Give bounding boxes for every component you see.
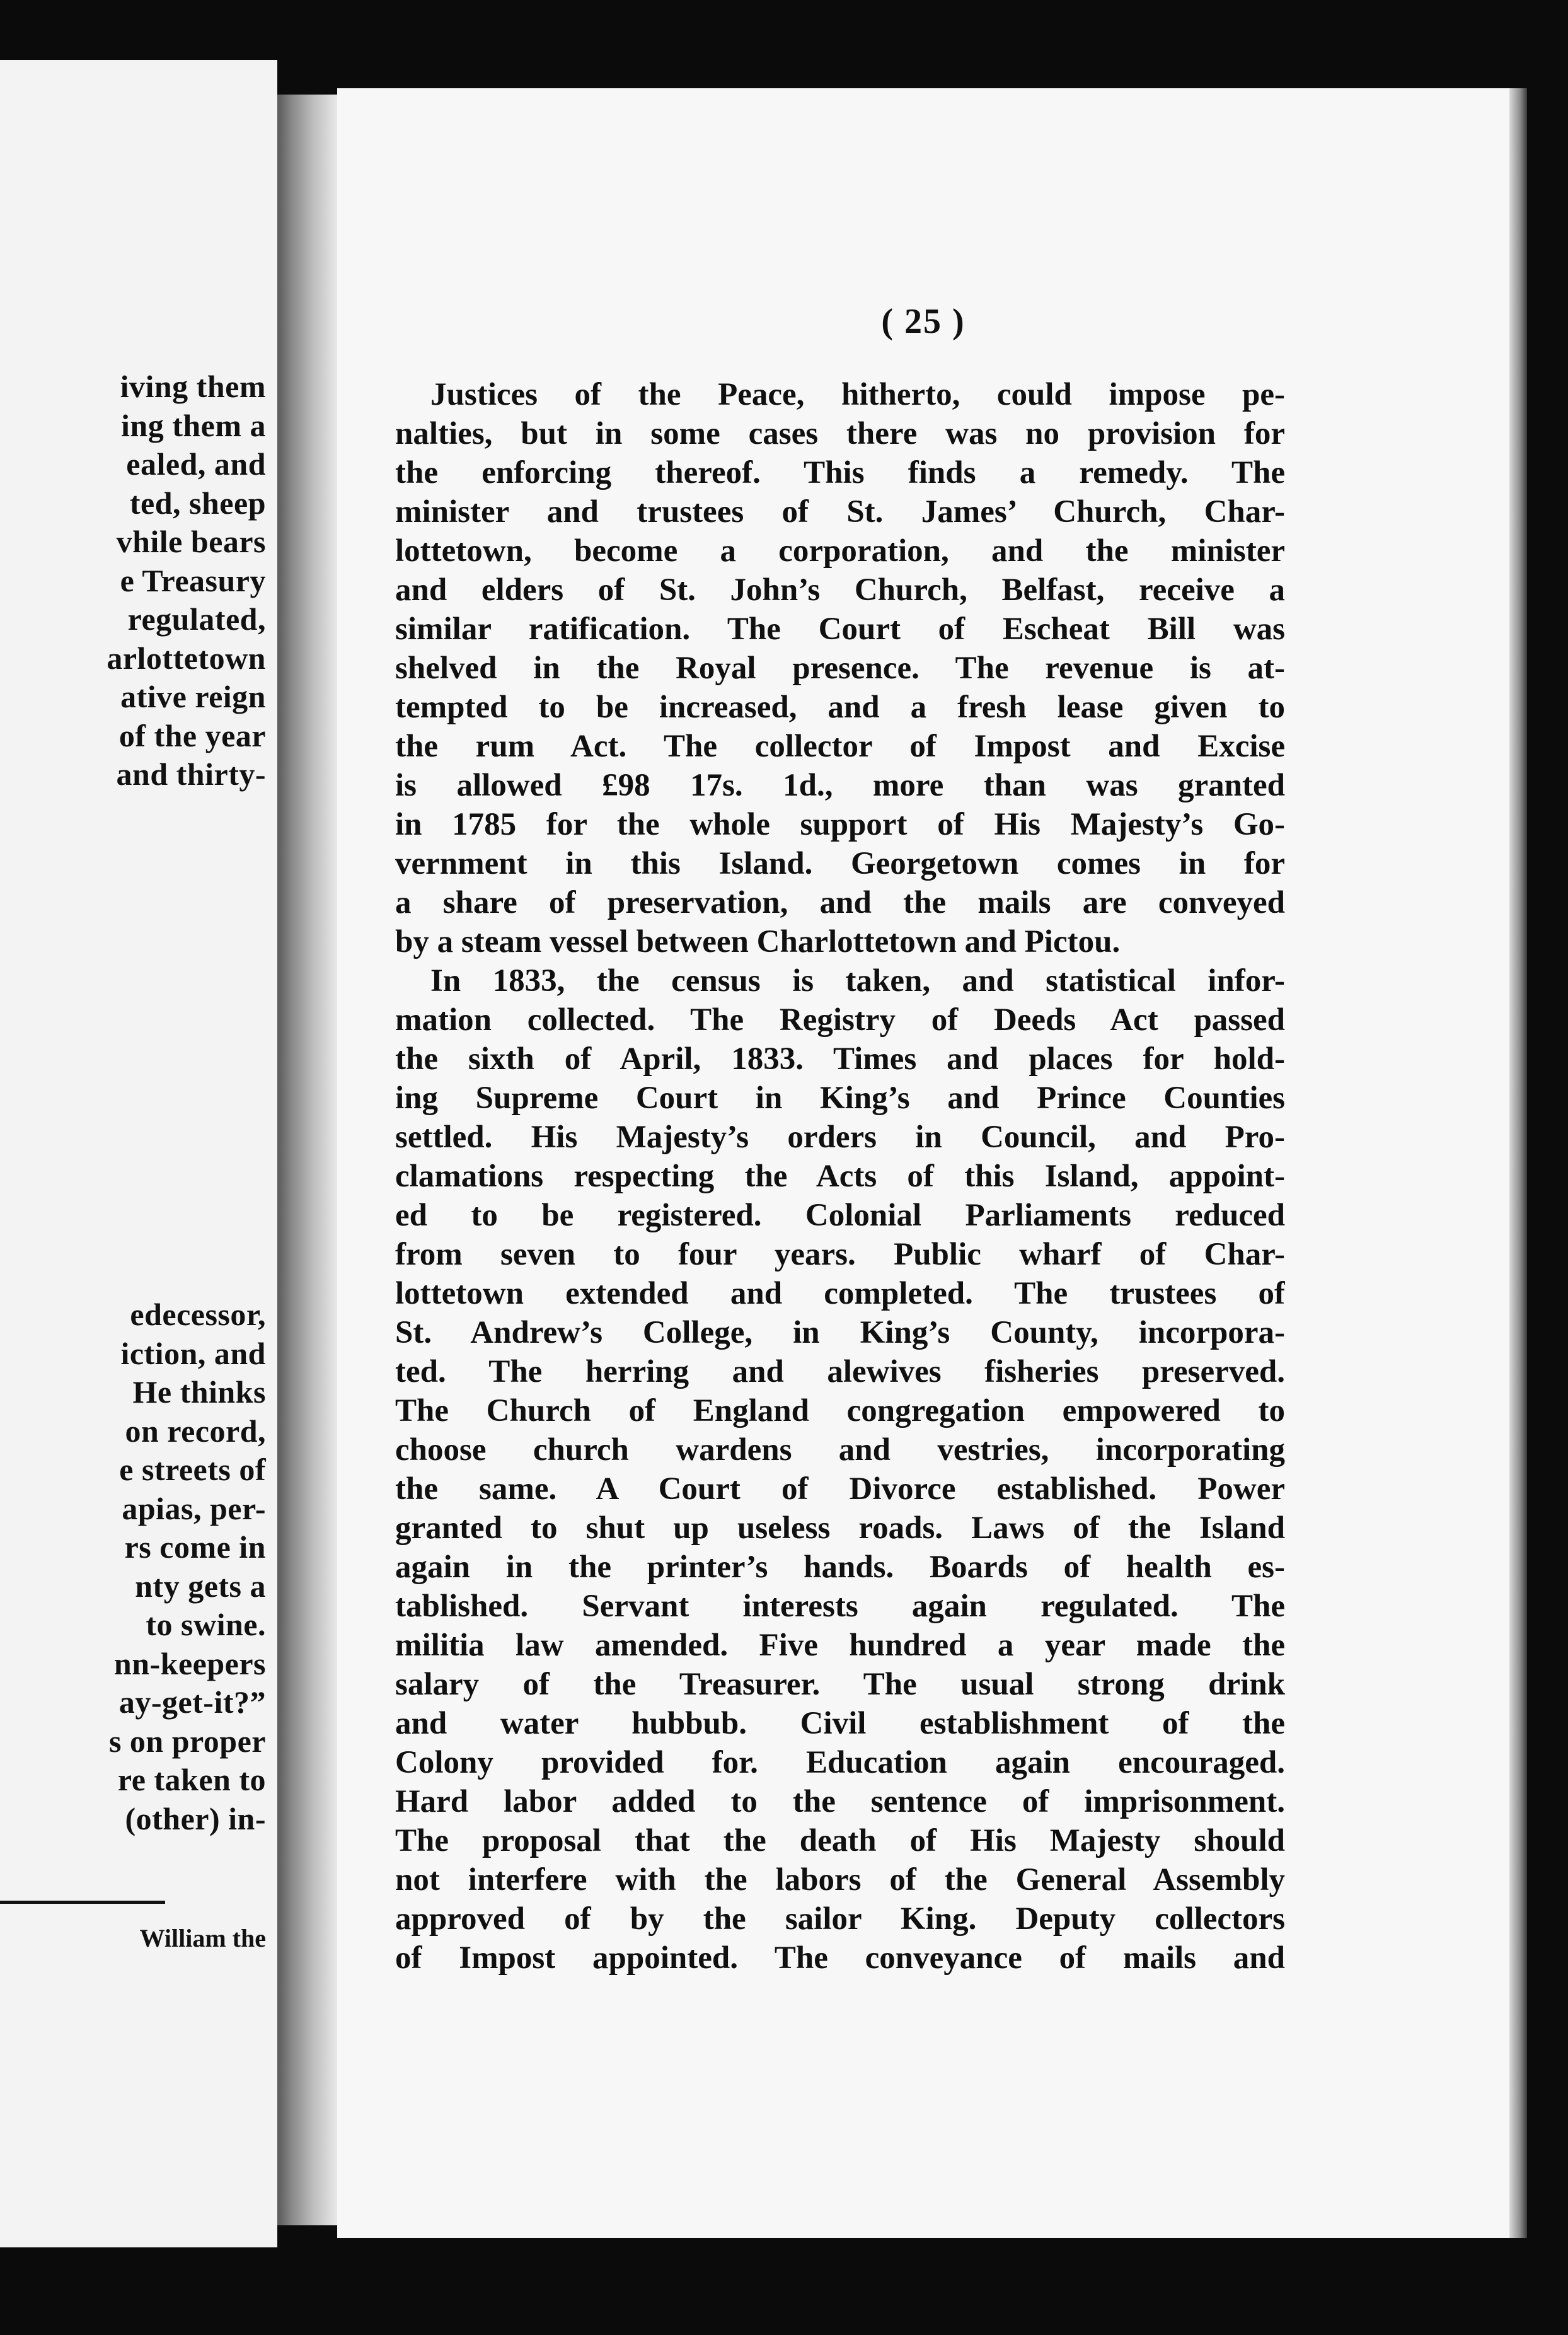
text-line: settled. His Majesty’s orders in Council, and Pro-	[395, 1120, 1285, 1155]
left-page-line: rs come in	[124, 1529, 266, 1565]
text-line: granted to shut up useless roads. Laws of the Island	[395, 1510, 1285, 1546]
text-line: not interfere with the labors of the General Assembly	[395, 1862, 1285, 1898]
footnote-rule	[0, 1901, 165, 1904]
left-page-line: and thirty-	[116, 756, 266, 792]
left-page-line: vhile bears	[116, 524, 266, 559]
text-line: the same. A Court of Divorce established. Power	[395, 1471, 1285, 1507]
book-gutter	[277, 95, 337, 2225]
text-line: the sixth of April, 1833. Times and places for hold-	[395, 1041, 1285, 1077]
text-line: ing Supreme Court in King’s and Prince Counties	[395, 1081, 1285, 1116]
left-page-line: e streets of	[119, 1452, 266, 1487]
text-line: choose church wardens and vestries, incorporating	[395, 1432, 1285, 1468]
text-line: a share of preservation, and the mails are conveyed	[395, 885, 1285, 920]
text-line: lottetown extended and completed. The trustees of	[395, 1276, 1285, 1311]
page-number: ( 25 )	[881, 302, 966, 341]
text-line: approved of by the sailor King. Deputy collectors	[395, 1901, 1285, 1937]
text-line: is allowed £98 17s. 1d., more than was granted	[395, 768, 1285, 803]
text-line: mation collected. The Registry of Deeds Act passed	[395, 1002, 1285, 1038]
text-line: in 1785 for the whole support of His Majesty’s Go-	[395, 807, 1285, 842]
text-line: lottetown, become a corporation, and the minister	[395, 533, 1285, 569]
text-line: nalties, but in some cases there was no provision for	[395, 416, 1285, 451]
text-line: the rum Act. The collector of Impost and Excise	[395, 729, 1285, 764]
left-page-line: nty gets a	[135, 1568, 266, 1604]
left-page-line: to swine.	[146, 1607, 266, 1642]
text-line: from seven to four years. Public wharf of Char-	[395, 1237, 1285, 1272]
left-page-line: ative reign	[120, 679, 266, 714]
text-line: salary of the Treasurer. The usual strong drink	[395, 1667, 1285, 1702]
text-line: and water hubbub. Civil establishment of the	[395, 1706, 1285, 1741]
text-line: shelved in the Royal presence. The revenue is at-	[395, 651, 1285, 686]
left-page	[0, 60, 277, 2247]
left-page-line: iving them	[120, 369, 266, 404]
left-page-line: e Treasury	[120, 562, 266, 598]
text-line: Justices of the Peace, hitherto, could impose pe-	[430, 377, 1285, 412]
left-page-line: He thinks	[132, 1374, 266, 1410]
left-page-line: ay-get-it?”	[118, 1684, 266, 1720]
text-line: Hard labor added to the sentence of imprisonment.	[395, 1784, 1285, 1819]
left-page-line: regulated,	[127, 601, 266, 637]
left-page-line: ealed, and	[126, 446, 266, 482]
text-line: militia law amended. Five hundred a year made the	[395, 1628, 1285, 1663]
text-line: Colony provided for. Education again encouraged.	[395, 1745, 1285, 1780]
text-line: ted. The herring and alewives fisheries preserved.	[395, 1354, 1285, 1389]
left-page-line: ing them a	[121, 407, 266, 443]
text-line: minister and trustees of St. James’ Church, Char-	[395, 494, 1285, 530]
text-line: tablished. Servant interests again regulated. The	[395, 1589, 1285, 1624]
text-line: the enforcing thereof. This finds a remedy. The	[395, 455, 1285, 490]
left-page-line: nn-keepers	[113, 1645, 266, 1681]
left-page-line: re taken to	[117, 1762, 266, 1797]
text-line: similar ratification. The Court of Escheat Bill was	[395, 611, 1285, 647]
text-line: clamations respecting the Acts of this Island, appoint-	[395, 1159, 1285, 1194]
left-page-line: of the year	[118, 717, 266, 753]
page-edge	[1509, 88, 1527, 2238]
left-page-line: on record,	[125, 1413, 266, 1449]
text-line: tempted to be increased, and a fresh lease given to	[395, 690, 1285, 725]
text-line: St. Andrew’s College, in King’s County, incorpora-	[395, 1315, 1285, 1350]
left-page-line: apias, per-	[122, 1490, 266, 1526]
text-line: vernment in this Island. Georgetown comes in for	[395, 846, 1285, 881]
text-line: of Impost appointed. The conveyance of mails and	[395, 1940, 1285, 1976]
text-line: by a steam vessel between Charlottetown and Pictou.	[395, 924, 1121, 959]
left-page-line: (other) in-	[125, 1800, 266, 1836]
left-page-line: s on proper	[108, 1723, 266, 1759]
text-line: again in the printer’s hands. Boards of health es-	[395, 1550, 1285, 1585]
right-page	[337, 88, 1509, 2238]
text-line: ed to be registered. Colonial Parliaments reduced	[395, 1198, 1285, 1233]
left-page-line: ted, sheep	[129, 485, 266, 521]
text-line: The Church of England congregation empowered to	[395, 1393, 1285, 1428]
left-page-line: arlottetown	[107, 640, 266, 676]
text-line: The proposal that the death of His Majesty should	[395, 1823, 1285, 1858]
left-page-line: edecessor,	[130, 1297, 266, 1332]
text-line: and elders of St. John’s Church, Belfast, receive a	[395, 572, 1285, 608]
text-line: In 1833, the census is taken, and statistical infor-	[430, 963, 1285, 999]
left-page-line: iction, and	[120, 1335, 266, 1371]
left-footnote: William the	[139, 1924, 266, 1952]
